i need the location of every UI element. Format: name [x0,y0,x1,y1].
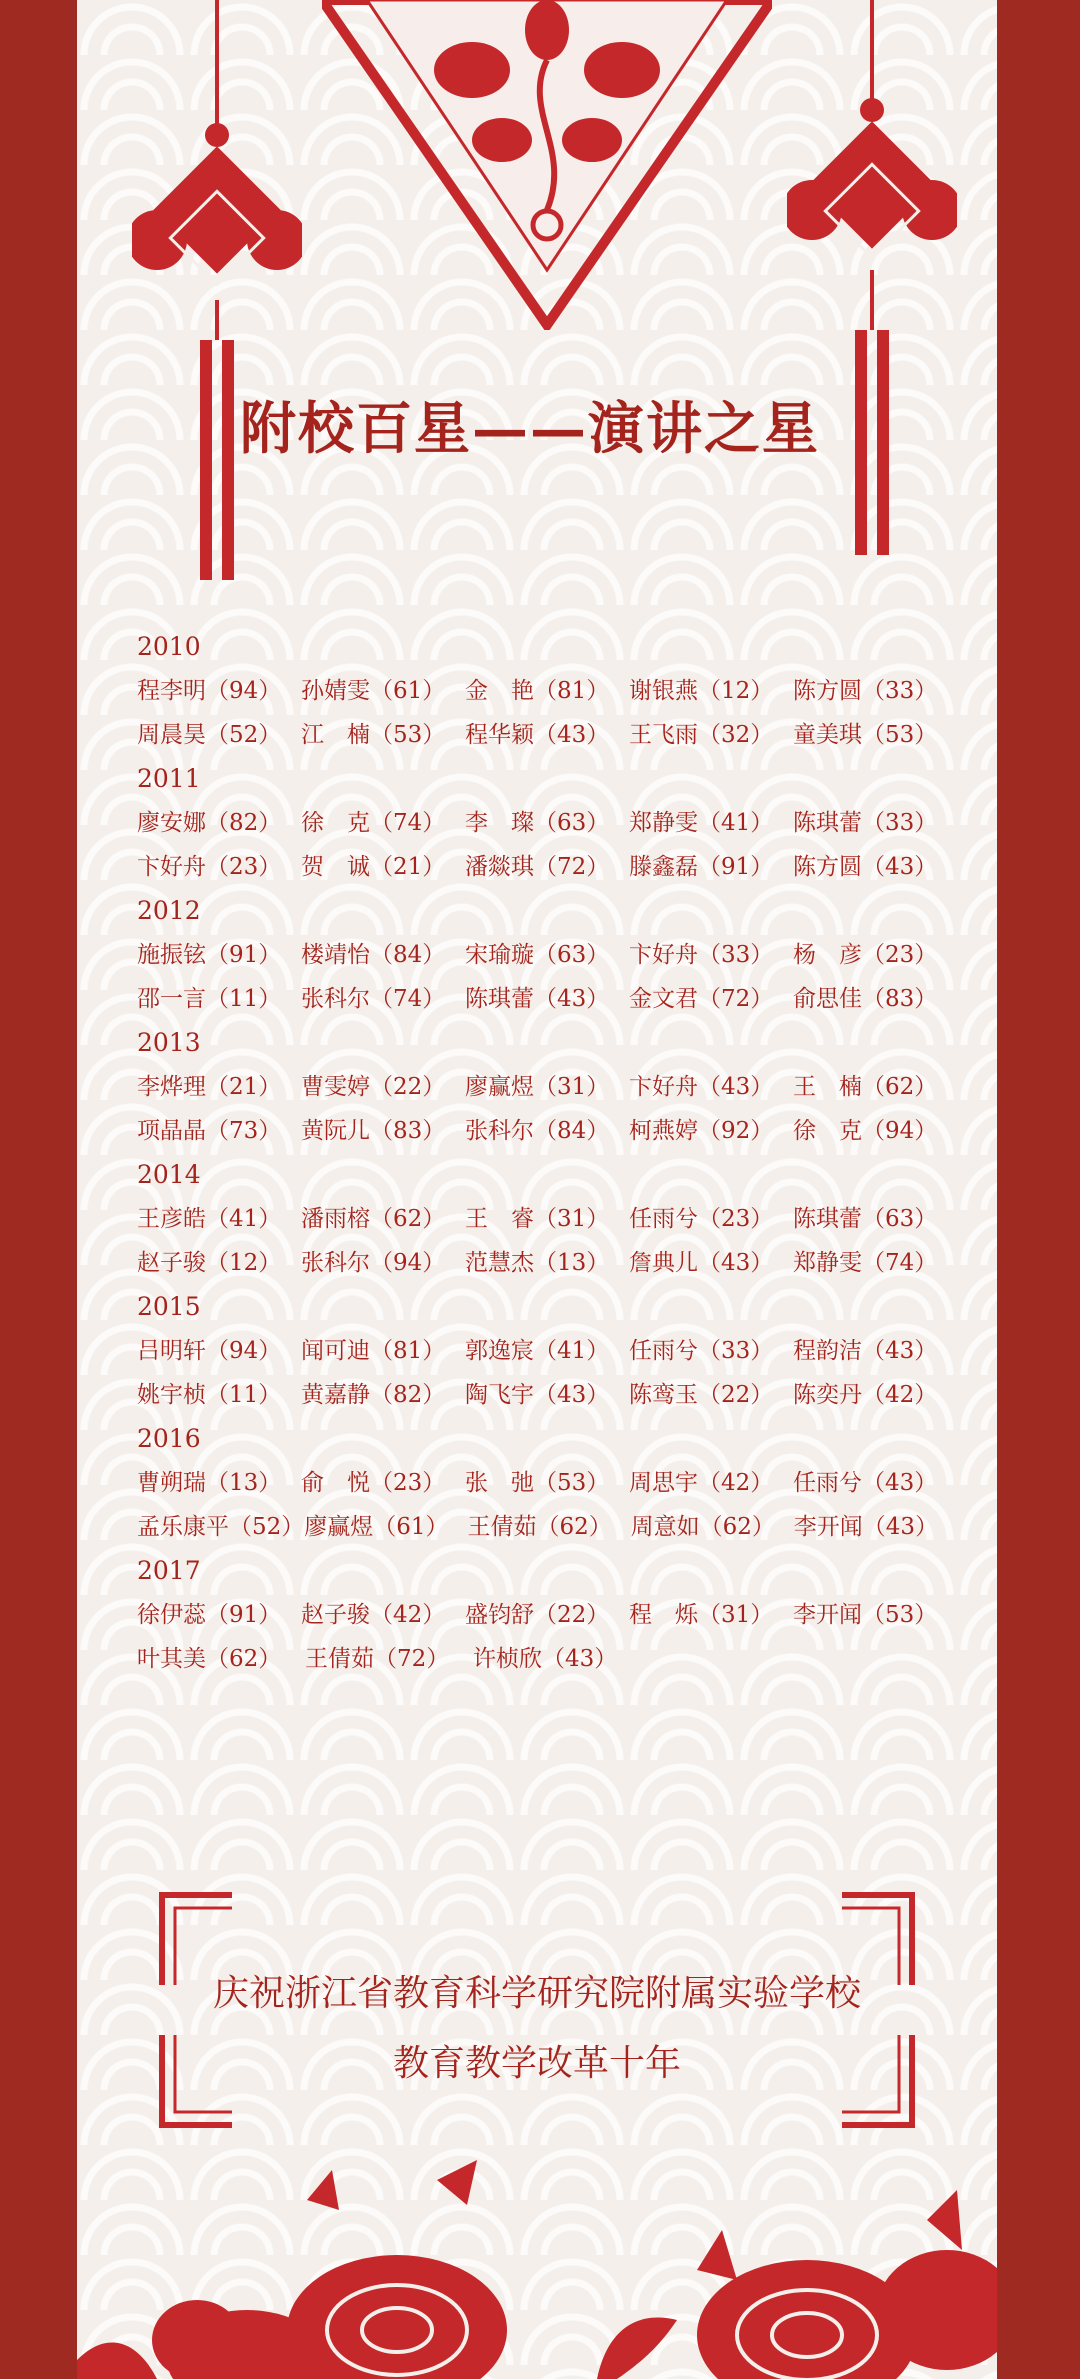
poster-panel [77,0,997,2379]
student-entry: 潘燚琪（72） [465,854,610,880]
student-entry: 楼靖怡（84） [301,942,446,968]
student-entry: 周意如（62） [630,1514,775,1540]
student-entry: 李开闻（53） [793,1602,938,1628]
year-heading: 2010 [137,632,201,661]
student-entry: 陈方圆（43） [793,854,938,880]
student-entry: 叶其美（62） [137,1646,282,1672]
name-row [137,1109,957,1153]
student-entry: 王倩茹（72） [305,1646,450,1672]
student-entry: 吕明轩（94） [137,1338,282,1364]
student-entry: 徐 克（94） [793,1118,938,1144]
chinese-knot-icon [787,0,957,560]
student-entry: 江 楠（53） [301,722,446,748]
student-entry: 卞好舟（23） [137,854,282,880]
student-entry: 俞 悦（23） [301,1470,446,1496]
student-entry: 范慧杰（13） [465,1250,610,1276]
year-heading: 2016 [137,1424,201,1453]
student-entry: 詹典儿（43） [629,1250,774,1276]
name-row [137,1197,957,1241]
footer-line-1: 庆祝浙江省教育科学研究院附属实验学校 [212,1973,861,2014]
student-entry: 王倩茹（62） [467,1514,612,1540]
student-entry: 许桢欣（43） [473,1646,618,1672]
year-heading: 2012 [137,896,201,925]
student-entry: 郭逸宸（41） [465,1338,610,1364]
student-entry: 王 楠（62） [793,1074,938,1100]
student-entry: 张科尔（94） [301,1250,446,1276]
student-entry: 陈奕丹（42） [793,1382,938,1408]
student-entry: 邵一言（11） [137,986,282,1012]
student-entry: 金文君（72） [629,986,774,1012]
student-entry: 廖安娜（82） [137,810,282,836]
student-entry: 李 璨（63） [465,810,610,836]
student-entry: 周思宇（42） [629,1470,774,1496]
name-row [137,801,957,845]
year-heading: 2015 [137,1292,201,1321]
name-row [137,1461,957,1505]
paper-cut-ornament-top [322,0,772,330]
honor-list [137,625,957,1681]
student-entry: 盛钧舒（22） [465,1602,610,1628]
student-entry: 陈鸾玉（22） [629,1382,774,1408]
year-heading: 2013 [137,1028,201,1057]
student-entry: 赵子骏（12） [137,1250,282,1276]
name-row [137,1593,957,1637]
student-entry: 张科尔（74） [301,986,446,1012]
student-entry: 柯燕婷（92） [629,1118,774,1144]
student-entry: 谢银燕（12） [629,678,774,704]
student-entry: 孙婧雯（61） [301,678,446,704]
student-entry: 王彦皓（41） [137,1206,282,1232]
name-row [137,1637,957,1681]
student-entry: 潘雨榕（62） [301,1206,446,1232]
student-entry: 杨 彦（23） [793,942,938,968]
peony-papercut [77,2160,997,2379]
student-entry: 徐 克（74） [301,810,446,836]
student-entry: 陈琪蕾（33） [793,810,938,836]
student-entry: 曹雯婷（22） [301,1074,446,1100]
student-entry: 任雨兮（23） [629,1206,774,1232]
student-entry: 郑静雯（41） [629,810,774,836]
year-heading: 2011 [137,764,201,793]
student-entry: 程华颖（43） [465,722,610,748]
student-entry: 张科尔（84） [465,1118,610,1144]
name-row [137,1505,957,1549]
name-row [137,1329,957,1373]
chinese-knot-icon [132,0,302,585]
student-entry: 李烨理（21） [137,1074,282,1100]
student-entry: 童美琪（53） [793,722,938,748]
student-entry: 赵子骏（42） [301,1602,446,1628]
student-entry: 王飞雨（32） [629,722,774,748]
student-entry: 周晨昊（52） [137,722,282,748]
student-entry: 王 睿（31） [465,1206,610,1232]
name-row [137,845,957,889]
student-entry: 郑静雯（74） [793,1250,938,1276]
name-row [137,713,957,757]
student-entry: 俞思佳（83） [793,986,938,1012]
student-entry: 滕鑫磊（91） [629,854,774,880]
year-heading: 2014 [137,1160,201,1189]
year-heading: 2017 [137,1556,201,1585]
student-entry: 闻可迪（81） [301,1338,446,1364]
student-entry: 卞好舟（33） [629,942,774,968]
student-entry: 陈琪蕾（63） [793,1206,938,1232]
student-entry: 宋瑜璇（63） [465,942,610,968]
student-entry: 任雨兮（33） [629,1338,774,1364]
name-row [137,1065,957,1109]
student-entry: 施振铉（91） [137,942,282,968]
name-row [137,933,957,977]
student-entry: 陶飞宇（43） [465,1382,610,1408]
student-entry: 贺 诚（21） [301,854,446,880]
student-entry: 任雨兮（43） [793,1470,938,1496]
student-entry: 程李明（94） [137,678,282,704]
student-entry: 张 弛（53） [465,1470,610,1496]
student-entry: 李开闻（43） [793,1514,939,1540]
student-entry: 程韵洁（43） [793,1338,938,1364]
student-entry: 孟乐康平（52） [137,1514,305,1540]
name-row [137,977,957,1021]
name-row [137,1241,957,1285]
student-entry: 卞好舟（43） [629,1074,774,1100]
student-entry: 姚宇桢（11） [137,1382,282,1408]
student-entry: 廖赢煜（61） [304,1514,449,1540]
footer-line-2: 教育教学改革十年 [392,2043,681,2084]
student-entry: 程 烁（31） [629,1602,774,1628]
student-entry: 陈琪蕾（43） [465,986,610,1012]
student-entry: 黄嘉静（82） [301,1382,446,1408]
name-row [137,1373,957,1417]
student-entry: 金 艳（81） [465,678,610,704]
student-entry: 徐伊蕊（91） [137,1602,282,1628]
student-entry: 陈方圆（33） [793,678,938,704]
name-row [137,669,957,713]
page-title: 附校百星——演讲之星 [240,396,820,462]
student-entry: 曹朔瑞（13） [137,1470,282,1496]
student-entry: 项晶晶（73） [137,1118,282,1144]
student-entry: 黄阮儿（83） [301,1118,446,1144]
student-entry: 廖赢煜（31） [465,1074,610,1100]
